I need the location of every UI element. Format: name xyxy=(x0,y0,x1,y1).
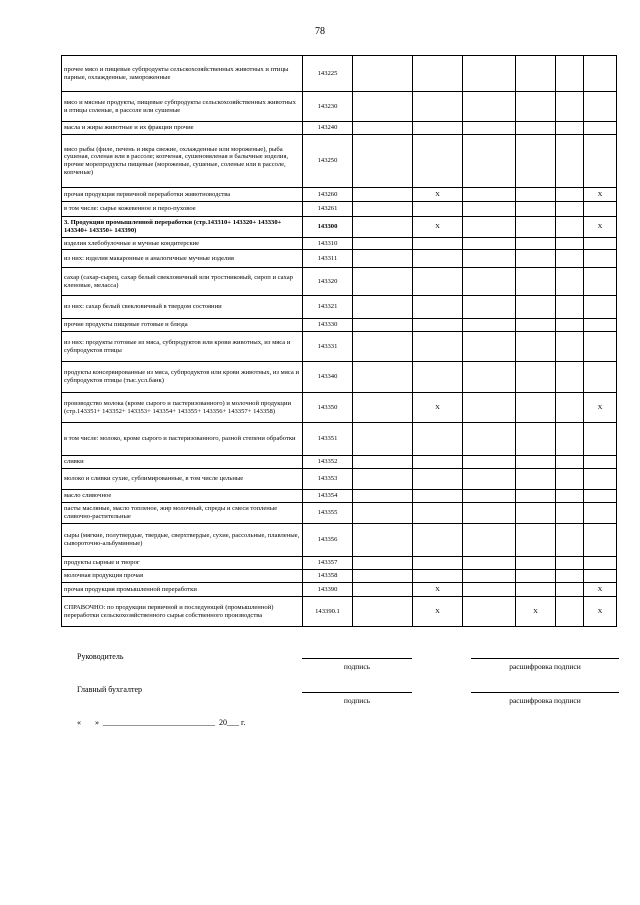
value-cell[interactable] xyxy=(516,92,556,122)
value-cell[interactable] xyxy=(463,362,516,393)
value-cell[interactable] xyxy=(516,238,556,250)
value-cell[interactable] xyxy=(413,557,463,570)
value-cell[interactable] xyxy=(353,570,413,583)
head-label: Руководитель xyxy=(77,652,124,661)
value-cell[interactable] xyxy=(556,238,584,250)
row-name: СПРАВОЧНО: по продукции первичной и последующей (промышленной) переработки сельскохозяйственного сырья собственного производства xyxy=(62,597,303,627)
value-cell[interactable] xyxy=(584,503,617,524)
value-cell[interactable] xyxy=(463,557,516,570)
value-cell[interactable] xyxy=(556,469,584,490)
value-cell[interactable] xyxy=(353,490,413,503)
row-code: 143340 xyxy=(303,362,353,393)
value-cell[interactable] xyxy=(353,217,413,238)
value-cell[interactable] xyxy=(413,503,463,524)
value-cell[interactable] xyxy=(556,524,584,557)
value-cell[interactable] xyxy=(516,503,556,524)
table-row xyxy=(62,557,617,570)
value-cell[interactable] xyxy=(556,56,584,92)
row-name: из них: изделия макаронные и аналогичные мучные изделия xyxy=(62,250,303,268)
value-cell[interactable]: X xyxy=(584,217,617,238)
row-name: прочая продукция промышленной переработки xyxy=(62,583,303,597)
row-name: изделия хлебобулочные и мучные кондитерские xyxy=(62,238,303,250)
row-name: мясо и мясные продукты, пищевые субпродукты сельскохозяйственных животных и птицы соленые, в рассоле или сушеные xyxy=(62,92,303,122)
row-code: 143300 xyxy=(303,217,353,238)
value-cell[interactable] xyxy=(516,56,556,92)
value-cell[interactable] xyxy=(584,238,617,250)
value-cell[interactable] xyxy=(413,362,463,393)
value-cell[interactable]: X xyxy=(413,583,463,597)
value-cell[interactable] xyxy=(463,583,516,597)
value-cell[interactable] xyxy=(463,524,516,557)
value-cell[interactable]: X xyxy=(584,597,617,627)
value-cell[interactable] xyxy=(353,393,413,423)
value-cell[interactable] xyxy=(556,456,584,469)
row-code: 143353 xyxy=(303,469,353,490)
value-cell[interactable] xyxy=(413,456,463,469)
value-cell[interactable] xyxy=(584,570,617,583)
row-code: 143230 xyxy=(303,92,353,122)
row-code: 143390.1 xyxy=(303,597,353,627)
value-cell[interactable] xyxy=(413,332,463,362)
value-cell[interactable] xyxy=(556,217,584,238)
value-cell[interactable] xyxy=(413,296,463,319)
value-cell[interactable] xyxy=(353,188,413,202)
value-cell[interactable] xyxy=(556,268,584,296)
row-code: 143390 xyxy=(303,583,353,597)
accountant-decode-line[interactable] xyxy=(471,692,619,693)
value-cell[interactable] xyxy=(463,202,516,217)
value-cell[interactable] xyxy=(516,188,556,202)
value-cell[interactable] xyxy=(516,423,556,456)
row-name: производство молока (кроме сырого и пастеризованного) и молочной продукции (стр.143351+ 143352+ 143353+ 143354+ 143355+ 143356+ 143357+ 143358) xyxy=(62,393,303,423)
row-code: 143261 xyxy=(303,202,353,217)
page-number: 78 xyxy=(315,26,325,37)
value-cell[interactable] xyxy=(353,503,413,524)
table-row xyxy=(62,456,617,469)
value-cell[interactable] xyxy=(353,362,413,393)
row-code: 143356 xyxy=(303,524,353,557)
row-code: 143311 xyxy=(303,250,353,268)
value-cell[interactable] xyxy=(516,217,556,238)
value-cell[interactable] xyxy=(584,490,617,503)
value-cell[interactable] xyxy=(556,332,584,362)
value-cell[interactable] xyxy=(413,202,463,217)
value-cell[interactable] xyxy=(556,362,584,393)
value-cell[interactable] xyxy=(556,92,584,122)
value-cell[interactable] xyxy=(353,597,413,627)
value-cell[interactable] xyxy=(516,456,556,469)
table-row xyxy=(62,238,617,250)
value-cell[interactable]: X xyxy=(584,583,617,597)
value-cell[interactable] xyxy=(584,362,617,393)
row-name: продукты сырные и творог xyxy=(62,557,303,570)
value-cell[interactable] xyxy=(413,490,463,503)
table-row xyxy=(62,524,617,557)
value-cell[interactable] xyxy=(353,456,413,469)
row-name: масло сливочное xyxy=(62,490,303,503)
value-cell[interactable] xyxy=(516,557,556,570)
value-cell[interactable] xyxy=(463,268,516,296)
row-code: 143310 xyxy=(303,238,353,250)
row-code: 143240 xyxy=(303,122,353,135)
value-cell[interactable] xyxy=(584,332,617,362)
table-row xyxy=(62,503,617,524)
value-cell[interactable] xyxy=(584,135,617,188)
table-row xyxy=(62,250,617,268)
value-cell[interactable] xyxy=(516,296,556,319)
value-cell[interactable] xyxy=(516,268,556,296)
value-cell[interactable] xyxy=(353,423,413,456)
value-cell[interactable] xyxy=(584,92,617,122)
date-line: « » ____________________________ 20___ г. xyxy=(77,718,246,727)
value-cell[interactable] xyxy=(516,122,556,135)
row-code: 143320 xyxy=(303,268,353,296)
table-row xyxy=(62,202,617,217)
row-name: 3. Продукция промышленной переработки (стр.143310+ 143320+ 143330+ 143340+ 143350+ 143390) xyxy=(62,217,303,238)
table-row xyxy=(62,332,617,362)
value-cell[interactable] xyxy=(463,56,516,92)
value-cell[interactable] xyxy=(584,268,617,296)
value-cell[interactable] xyxy=(584,56,617,92)
row-code: 143351 xyxy=(303,423,353,456)
table-row xyxy=(62,56,617,92)
row-code: 143331 xyxy=(303,332,353,362)
value-cell[interactable] xyxy=(413,524,463,557)
row-code: 143321 xyxy=(303,296,353,319)
table-row xyxy=(62,490,617,503)
row-name: в том числе: молоко, кроме сырого и пастеризованного, разной степени обработки xyxy=(62,423,303,456)
value-cell[interactable] xyxy=(463,570,516,583)
row-name: из них: продукты готовые из мяса, субпродуктов или крови животных, из мяса и субпродуктов птицы xyxy=(62,332,303,362)
value-cell[interactable]: X xyxy=(413,393,463,423)
value-cell[interactable] xyxy=(413,570,463,583)
value-cell[interactable] xyxy=(516,332,556,362)
row-name: масла и жиры животные и их фракции прочие xyxy=(62,122,303,135)
table-row xyxy=(62,469,617,490)
value-cell[interactable] xyxy=(353,557,413,570)
head-decode-caption: расшифровка подписи xyxy=(509,662,581,671)
value-cell[interactable] xyxy=(413,135,463,188)
data-table xyxy=(61,55,617,627)
head-signature-caption: подпись xyxy=(343,662,371,671)
value-cell[interactable] xyxy=(556,122,584,135)
value-cell[interactable] xyxy=(556,597,584,627)
value-cell[interactable] xyxy=(516,319,556,332)
accountant-label: Главный бухгалтер xyxy=(77,685,142,694)
head-signature-line[interactable] xyxy=(302,658,412,659)
value-cell[interactable] xyxy=(463,319,516,332)
value-cell[interactable] xyxy=(463,490,516,503)
value-cell[interactable] xyxy=(584,557,617,570)
value-cell[interactable] xyxy=(556,423,584,456)
value-cell[interactable] xyxy=(556,135,584,188)
value-cell[interactable] xyxy=(413,423,463,456)
value-cell[interactable] xyxy=(584,469,617,490)
row-name: сливки xyxy=(62,456,303,469)
row-name: продукты консервированные из мяса, субпродуктов или крови животных, из мяса и субпродуктов птицы (тыс.усл.банк) xyxy=(62,362,303,393)
row-name: мясо рыбы (филе, печень и икра свежие, охлажденные или мороженые), рыба сушеная, соленая или в рассоле; копченая, сушеновяленая и балычные изделия, прочие морепродукты пищевые (мороженые, сушеные, соленые или в рассоле, копченые) xyxy=(62,135,303,188)
value-cell[interactable] xyxy=(516,469,556,490)
table-row xyxy=(62,92,617,122)
row-name: молочная продукция прочая xyxy=(62,570,303,583)
value-cell[interactable] xyxy=(584,250,617,268)
table-row xyxy=(62,570,617,583)
row-name: сахар (сахар-сырец, сахар белый свекловичный или тростниковый, сироп и сахар кленовые, меласса) xyxy=(62,268,303,296)
value-cell[interactable] xyxy=(353,250,413,268)
value-cell[interactable] xyxy=(516,362,556,393)
value-cell[interactable] xyxy=(463,456,516,469)
row-name: молоко и сливки сухие, сублимированные, в том числе цельные xyxy=(62,469,303,490)
value-cell[interactable] xyxy=(516,250,556,268)
row-code: 143352 xyxy=(303,456,353,469)
value-cell[interactable] xyxy=(556,490,584,503)
value-cell[interactable] xyxy=(463,332,516,362)
value-cell[interactable] xyxy=(463,469,516,490)
value-cell[interactable] xyxy=(463,393,516,423)
row-code: 143350 xyxy=(303,393,353,423)
value-cell[interactable] xyxy=(516,570,556,583)
value-cell[interactable] xyxy=(353,122,413,135)
row-code: 143260 xyxy=(303,188,353,202)
value-cell[interactable] xyxy=(353,238,413,250)
value-cell[interactable] xyxy=(556,557,584,570)
table-row xyxy=(62,188,617,202)
value-cell[interactable] xyxy=(353,296,413,319)
row-name: прочая продукция первичной переработки животноводства xyxy=(62,188,303,202)
value-cell[interactable] xyxy=(516,524,556,557)
row-code: 143357 xyxy=(303,557,353,570)
row-name: прочее мясо и пищевые субпродукты сельскохозяйственных животных и птицы парные, охлажденные, замороженные xyxy=(62,56,303,92)
row-code: 143355 xyxy=(303,503,353,524)
value-cell[interactable] xyxy=(463,92,516,122)
value-cell[interactable] xyxy=(556,570,584,583)
table-row xyxy=(62,296,617,319)
value-cell[interactable] xyxy=(584,319,617,332)
value-cell[interactable]: X xyxy=(413,188,463,202)
value-cell[interactable] xyxy=(353,56,413,92)
value-cell[interactable] xyxy=(413,319,463,332)
value-cell[interactable] xyxy=(584,456,617,469)
value-cell[interactable]: X xyxy=(413,217,463,238)
value-cell[interactable] xyxy=(584,524,617,557)
value-cell[interactable] xyxy=(516,583,556,597)
accountant-signature-caption: подпись xyxy=(343,696,371,705)
accountant-decode-caption: расшифровка подписи xyxy=(509,696,581,705)
value-cell[interactable] xyxy=(516,202,556,217)
value-cell[interactable] xyxy=(413,238,463,250)
value-cell[interactable]: X xyxy=(584,393,617,423)
value-cell[interactable] xyxy=(413,268,463,296)
value-cell[interactable] xyxy=(556,188,584,202)
value-cell[interactable] xyxy=(353,524,413,557)
row-code: 143330 xyxy=(303,319,353,332)
value-cell[interactable] xyxy=(556,319,584,332)
value-cell[interactable] xyxy=(353,268,413,296)
value-cell[interactable] xyxy=(463,238,516,250)
row-name: в том числе: сырье кожевенное и перо-пуховое xyxy=(62,202,303,217)
row-name: из них: сахар белый свекловичный в твердом состоянии xyxy=(62,296,303,319)
value-cell[interactable] xyxy=(413,122,463,135)
value-cell[interactable] xyxy=(353,583,413,597)
table-row xyxy=(62,393,617,423)
value-cell[interactable]: X xyxy=(413,597,463,627)
value-cell[interactable] xyxy=(463,188,516,202)
value-cell[interactable] xyxy=(584,423,617,456)
value-cell[interactable] xyxy=(353,92,413,122)
accountant-signature-line[interactable] xyxy=(302,692,412,693)
row-code: 143250 xyxy=(303,135,353,188)
value-cell[interactable] xyxy=(353,135,413,188)
row-name: сыры (мягкие, полутвердые, твердые, сверхтвердые, сухие, рассольные, плавленые, сывороточно-альбуминные) xyxy=(62,524,303,557)
value-cell[interactable] xyxy=(556,202,584,217)
value-cell[interactable] xyxy=(413,250,463,268)
table-row xyxy=(62,597,617,627)
value-cell[interactable] xyxy=(353,319,413,332)
value-cell[interactable] xyxy=(556,250,584,268)
row-code: 143358 xyxy=(303,570,353,583)
value-cell[interactable] xyxy=(516,135,556,188)
table-row xyxy=(62,122,617,135)
table-row xyxy=(62,268,617,296)
table-row xyxy=(62,362,617,393)
value-cell[interactable] xyxy=(463,597,516,627)
value-cell[interactable] xyxy=(556,583,584,597)
value-cell[interactable] xyxy=(463,217,516,238)
value-cell[interactable] xyxy=(463,296,516,319)
value-cell[interactable]: X xyxy=(516,597,556,627)
value-cell[interactable] xyxy=(413,469,463,490)
table-row xyxy=(62,217,617,238)
row-name: пасты масляные, масло топленое, жир молочный, спреды и смеси топленые сливочно-растительные xyxy=(62,503,303,524)
row-code: 143354 xyxy=(303,490,353,503)
value-cell[interactable]: X xyxy=(584,188,617,202)
value-cell[interactable] xyxy=(353,332,413,362)
value-cell[interactable] xyxy=(413,92,463,122)
value-cell[interactable] xyxy=(556,393,584,423)
value-cell[interactable] xyxy=(584,202,617,217)
value-cell[interactable] xyxy=(584,296,617,319)
value-cell[interactable] xyxy=(584,122,617,135)
row-code: 143225 xyxy=(303,56,353,92)
table-row xyxy=(62,135,617,188)
head-decode-line[interactable] xyxy=(471,658,619,659)
value-cell[interactable] xyxy=(353,469,413,490)
value-cell[interactable] xyxy=(556,296,584,319)
value-cell[interactable] xyxy=(463,423,516,456)
value-cell[interactable] xyxy=(516,393,556,423)
value-cell[interactable] xyxy=(413,56,463,92)
value-cell[interactable] xyxy=(353,202,413,217)
value-cell[interactable] xyxy=(463,250,516,268)
value-cell[interactable] xyxy=(516,490,556,503)
table-row xyxy=(62,319,617,332)
table-row xyxy=(62,423,617,456)
row-name: прочие продукты пищевые готовые и блюда xyxy=(62,319,303,332)
value-cell[interactable] xyxy=(463,122,516,135)
value-cell[interactable] xyxy=(556,503,584,524)
value-cell[interactable] xyxy=(463,503,516,524)
value-cell[interactable] xyxy=(463,135,516,188)
table-row xyxy=(62,583,617,597)
